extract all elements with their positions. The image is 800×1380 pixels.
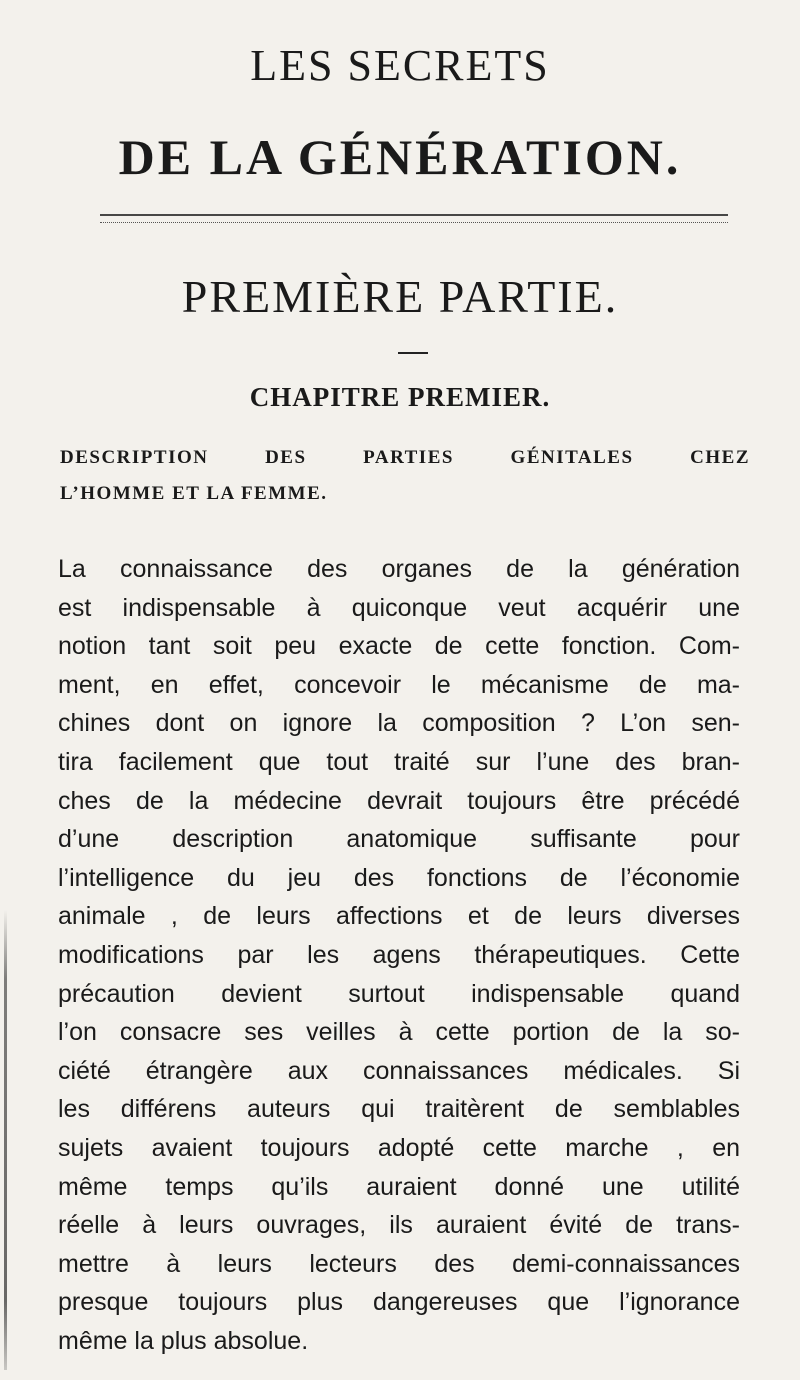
chapter-title: CHAPITRE PREMIER. (249, 382, 551, 412)
text-line: réelle à leurs ouvrages, ils auraient évité de trans- (58, 1211, 740, 1240)
text-line: La connaissance des organes de la génération (58, 555, 740, 583)
body-paragraph (58, 550, 740, 1360)
text-line: précaution devient surtout indispensable quand (58, 979, 740, 1008)
text-line: l’intelligence du jeu des fonctions de l’économie (58, 863, 740, 892)
text-line: mettre à leurs lecteurs des demi-connaissances (58, 1249, 740, 1278)
text-line: sujets avaient toujours adopté cette marche , en (58, 1133, 740, 1162)
text-line: modifications par les agens thérapeutiques. Cette (58, 940, 740, 969)
text-line: les différens auteurs qui traitèrent de semblables (58, 1095, 740, 1124)
section-heading-line1: DESCRIPTION DES PARTIES GÉNITALES CHEZ (60, 447, 750, 468)
text-line: ment, en effet, concevoir le mécanisme de ma- (58, 670, 740, 699)
text-line: ches de la médecine devrait toujours être précédé (58, 786, 740, 815)
text-line: d’une description anatomique suffisante pour (58, 825, 740, 854)
part-title: PREMIÈRE PARTIE. (181, 271, 619, 322)
page-edge-shadow (4, 910, 7, 1370)
text-line: animale , de leurs affections et de leurs diverses (58, 902, 740, 931)
text-line-last: même la plus absolue. (58, 1326, 309, 1355)
short-divider (398, 352, 428, 354)
book-title-line2: DE LA GÉNÉRATION. (118, 129, 682, 185)
text-line: l’on consacre ses veilles à cette portion de la so- (58, 1018, 740, 1047)
book-title-line1: LES SECRETS (250, 41, 550, 90)
section-heading-line2: L’HOMME ET LA FEMME. (60, 483, 328, 504)
text-line: ciété étrangère aux connaissances médicales. Si (58, 1056, 740, 1085)
text-line: chines dont on ignore la composition ? L’on sen- (58, 709, 740, 738)
text-line: est indispensable à quiconque veut acquérir une (58, 593, 740, 622)
text-line: tira facilement que tout traité sur l’une des bran- (58, 747, 740, 776)
text-line: même temps qu’ils auraient donné une utilité (58, 1172, 740, 1201)
section-heading (60, 440, 750, 512)
ornamental-rule (100, 214, 728, 223)
text-line: notion tant soit peu exacte de cette fonction. Com- (58, 632, 740, 661)
text-line: presque toujours plus dangereuses que l’ignorance (58, 1288, 740, 1317)
